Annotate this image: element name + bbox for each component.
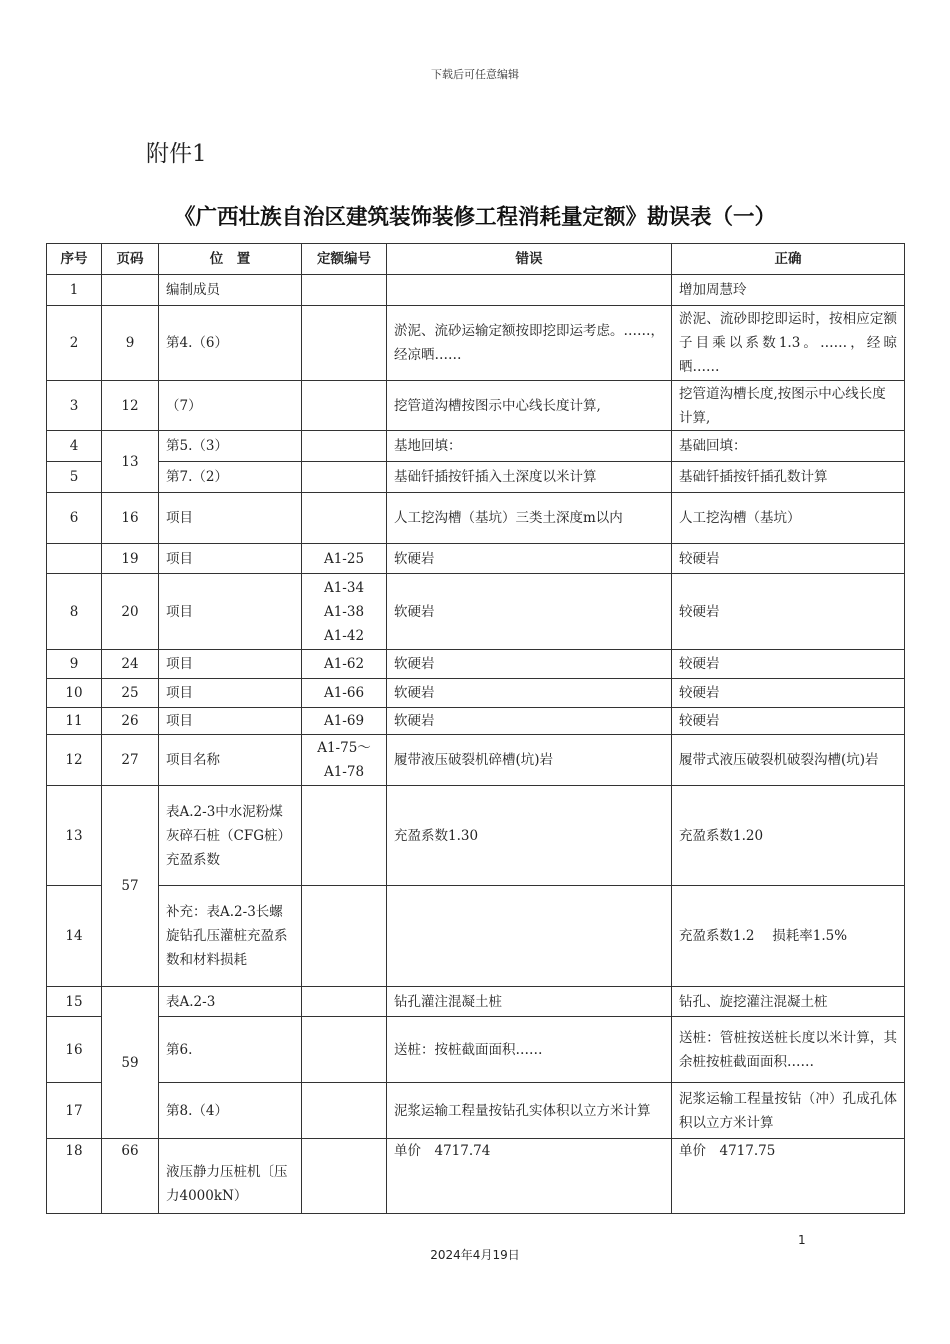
row-wrong: 淤泥、流砂运输定额按即挖即运考虑。……，经凉晒……	[387, 306, 672, 381]
row-wrong: 软硬岩	[387, 544, 672, 574]
row-wrong	[387, 275, 672, 306]
header-code: 定额编号	[302, 244, 387, 275]
row-code	[302, 1083, 387, 1139]
row-correct: 泥浆运输工程量按钻（冲）孔成孔体积以立方米计算	[672, 1083, 905, 1139]
row-correct: 单价 4717.75	[672, 1139, 905, 1214]
errata-table	[46, 243, 905, 1214]
row-code	[302, 493, 387, 544]
row-page: 25	[102, 679, 159, 708]
row-wrong: 挖管道沟槽按图示中心线长度计算,	[387, 381, 672, 431]
row-page: 20	[102, 574, 159, 650]
row-correct: 充盈系数1.2 损耗率1.5%	[672, 886, 905, 987]
table-row	[47, 735, 905, 786]
row-page: 13	[102, 431, 159, 493]
header-wrong: 错误	[387, 244, 672, 275]
code-line: A1-75～	[317, 740, 371, 756]
row-page: 9	[102, 306, 159, 381]
row-correct: 较硬岩	[672, 679, 905, 708]
table-row	[47, 708, 905, 735]
row-position: 表A.2-3	[159, 987, 302, 1017]
row-wrong: 人工挖沟槽（基坑）三类土深度m以内	[387, 493, 672, 544]
row-no: 9	[47, 650, 102, 679]
row-correct: 履带式液压破裂机破裂沟槽(坑)岩	[672, 735, 905, 786]
table-row	[47, 574, 905, 650]
row-position: 项目	[159, 544, 302, 574]
row-position: 第7.（2）	[159, 462, 302, 493]
row-position: 第4.（6）	[159, 306, 302, 381]
row-correct: 较硬岩	[672, 650, 905, 679]
row-code	[302, 574, 387, 650]
code-line: A1-42	[323, 627, 365, 644]
table-row	[47, 431, 905, 462]
row-correct: 送桩：管桩按送桩长度以米计算，其余桩按桩截面面积……	[672, 1017, 905, 1083]
row-code	[302, 735, 387, 786]
row-position: 项目	[159, 679, 302, 708]
row-wrong: 履带液压破裂机碎槽(坑)岩	[387, 735, 672, 786]
row-position: 项目	[159, 708, 302, 735]
row-wrong: 钻孔灌注混凝土桩	[387, 987, 672, 1017]
row-code	[302, 306, 387, 381]
table-row	[47, 275, 905, 306]
row-code	[302, 381, 387, 431]
row-wrong: 基础钎插按钎插入土深度以米计算	[387, 462, 672, 493]
table-row	[47, 886, 905, 987]
footer-date: 2024年4月19日	[430, 1248, 520, 1262]
row-position: 液压静力压桩机〔压力4000kN）	[159, 1139, 302, 1214]
table-row	[47, 650, 905, 679]
row-position: 第6.	[159, 1017, 302, 1083]
row-wrong: 软硬岩	[387, 679, 672, 708]
row-wrong: 单价 4717.74	[387, 1139, 672, 1214]
attachment-label: 附件1	[146, 141, 207, 167]
row-code	[302, 1139, 387, 1214]
row-no: 6	[47, 493, 102, 544]
row-no: 12	[47, 735, 102, 786]
header-correct: 正确	[672, 244, 905, 275]
row-page: 27	[102, 735, 159, 786]
row-no: 16	[47, 1017, 102, 1083]
row-page: 57	[102, 786, 159, 987]
row-wrong: 软硬岩	[387, 650, 672, 679]
code-line: A1-34	[323, 579, 365, 596]
header-no: 序号	[47, 244, 102, 275]
table-row	[47, 987, 905, 1017]
code-line: A1-78	[323, 764, 365, 780]
row-position: 编制成员	[159, 275, 302, 306]
row-code: A1-69	[302, 708, 387, 735]
table-row	[47, 1083, 905, 1139]
row-code: A1-62	[302, 650, 387, 679]
table-row	[47, 1017, 905, 1083]
row-code: A1-66	[302, 679, 387, 708]
code-line: A1-38	[323, 603, 365, 620]
row-no: 14	[47, 886, 102, 987]
row-no: 11	[47, 708, 102, 735]
row-position: 项目	[159, 493, 302, 544]
row-wrong	[387, 886, 672, 987]
row-no: 10	[47, 679, 102, 708]
row-code: A1-25	[302, 544, 387, 574]
row-no	[47, 544, 102, 574]
row-page: 19	[102, 544, 159, 574]
row-page: 24	[102, 650, 159, 679]
row-page: 12	[102, 381, 159, 431]
row-correct: 淤泥、流砂即挖即运时，按相应定额子目乘以系数1.3。……，经晾晒……	[672, 306, 905, 381]
table-row	[47, 381, 905, 431]
row-wrong: 泥浆运输工程量按钻孔实体积以立方米计算	[387, 1083, 672, 1139]
row-position: 第5.（3）	[159, 431, 302, 462]
row-position: 表A.2-3中水泥粉煤灰碎石桩（CFG桩）充盈系数	[159, 786, 302, 886]
table-row	[47, 462, 905, 493]
row-correct: 充盈系数1.20	[672, 786, 905, 886]
row-no: 8	[47, 574, 102, 650]
table-row	[47, 493, 905, 544]
row-position: 项目名称	[159, 735, 302, 786]
row-code	[302, 886, 387, 987]
row-no: 15	[47, 987, 102, 1017]
row-page: 16	[102, 493, 159, 544]
row-wrong: 送桩：按桩截面面积……	[387, 1017, 672, 1083]
row-wrong: 基地回填：	[387, 431, 672, 462]
row-code	[302, 786, 387, 886]
table-row	[47, 1139, 905, 1214]
row-position: 第8.（4）	[159, 1083, 302, 1139]
row-correct: 较硬岩	[672, 544, 905, 574]
row-correct: 挖管道沟槽长度,按图示中心线长度计算,	[672, 381, 905, 431]
row-position: 补充：表A.2-3长螺旋钻孔压灌桩充盈系数和材料损耗	[159, 886, 302, 987]
row-correct: 增加周慧玲	[672, 275, 905, 306]
row-position: （7）	[159, 381, 302, 431]
row-no: 2	[47, 306, 102, 381]
row-correct: 较硬岩	[672, 708, 905, 735]
row-no: 1	[47, 275, 102, 306]
row-code	[302, 462, 387, 493]
row-code	[302, 431, 387, 462]
header-position: 位 置	[159, 244, 302, 275]
row-wrong: 软硬岩	[387, 574, 672, 650]
table-row	[47, 786, 905, 886]
row-no: 18	[47, 1139, 102, 1214]
row-wrong: 充盈系数1.30	[387, 786, 672, 886]
row-code	[302, 1017, 387, 1083]
row-code	[302, 987, 387, 1017]
row-no: 5	[47, 462, 102, 493]
row-correct: 人工挖沟槽（基坑）	[672, 493, 905, 544]
header-page: 页码	[102, 244, 159, 275]
row-correct: 基础钎插按钎插孔数计算	[672, 462, 905, 493]
row-code	[302, 275, 387, 306]
row-page	[102, 275, 159, 306]
table-row	[47, 306, 905, 381]
table-row	[47, 544, 905, 574]
page-number: 1	[798, 1233, 806, 1247]
row-wrong: 软硬岩	[387, 708, 672, 735]
row-correct: 基础回填：	[672, 431, 905, 462]
row-page: 59	[102, 987, 159, 1139]
table-header-row	[47, 244, 905, 275]
row-no: 13	[47, 786, 102, 886]
row-no: 3	[47, 381, 102, 431]
row-page: 66	[102, 1139, 159, 1214]
row-position: 项目	[159, 650, 302, 679]
row-correct: 较硬岩	[672, 574, 905, 650]
row-position: 项目	[159, 574, 302, 650]
header-note: 下载后可任意编辑	[431, 68, 519, 81]
row-no: 17	[47, 1083, 102, 1139]
row-page: 26	[102, 708, 159, 735]
row-correct: 钻孔、旋挖灌注混凝土桩	[672, 987, 905, 1017]
document-title: 《广西壮族自治区建筑装饰装修工程消耗量定额》勘误表（一）	[173, 205, 776, 230]
table-row	[47, 679, 905, 708]
row-no: 4	[47, 431, 102, 462]
